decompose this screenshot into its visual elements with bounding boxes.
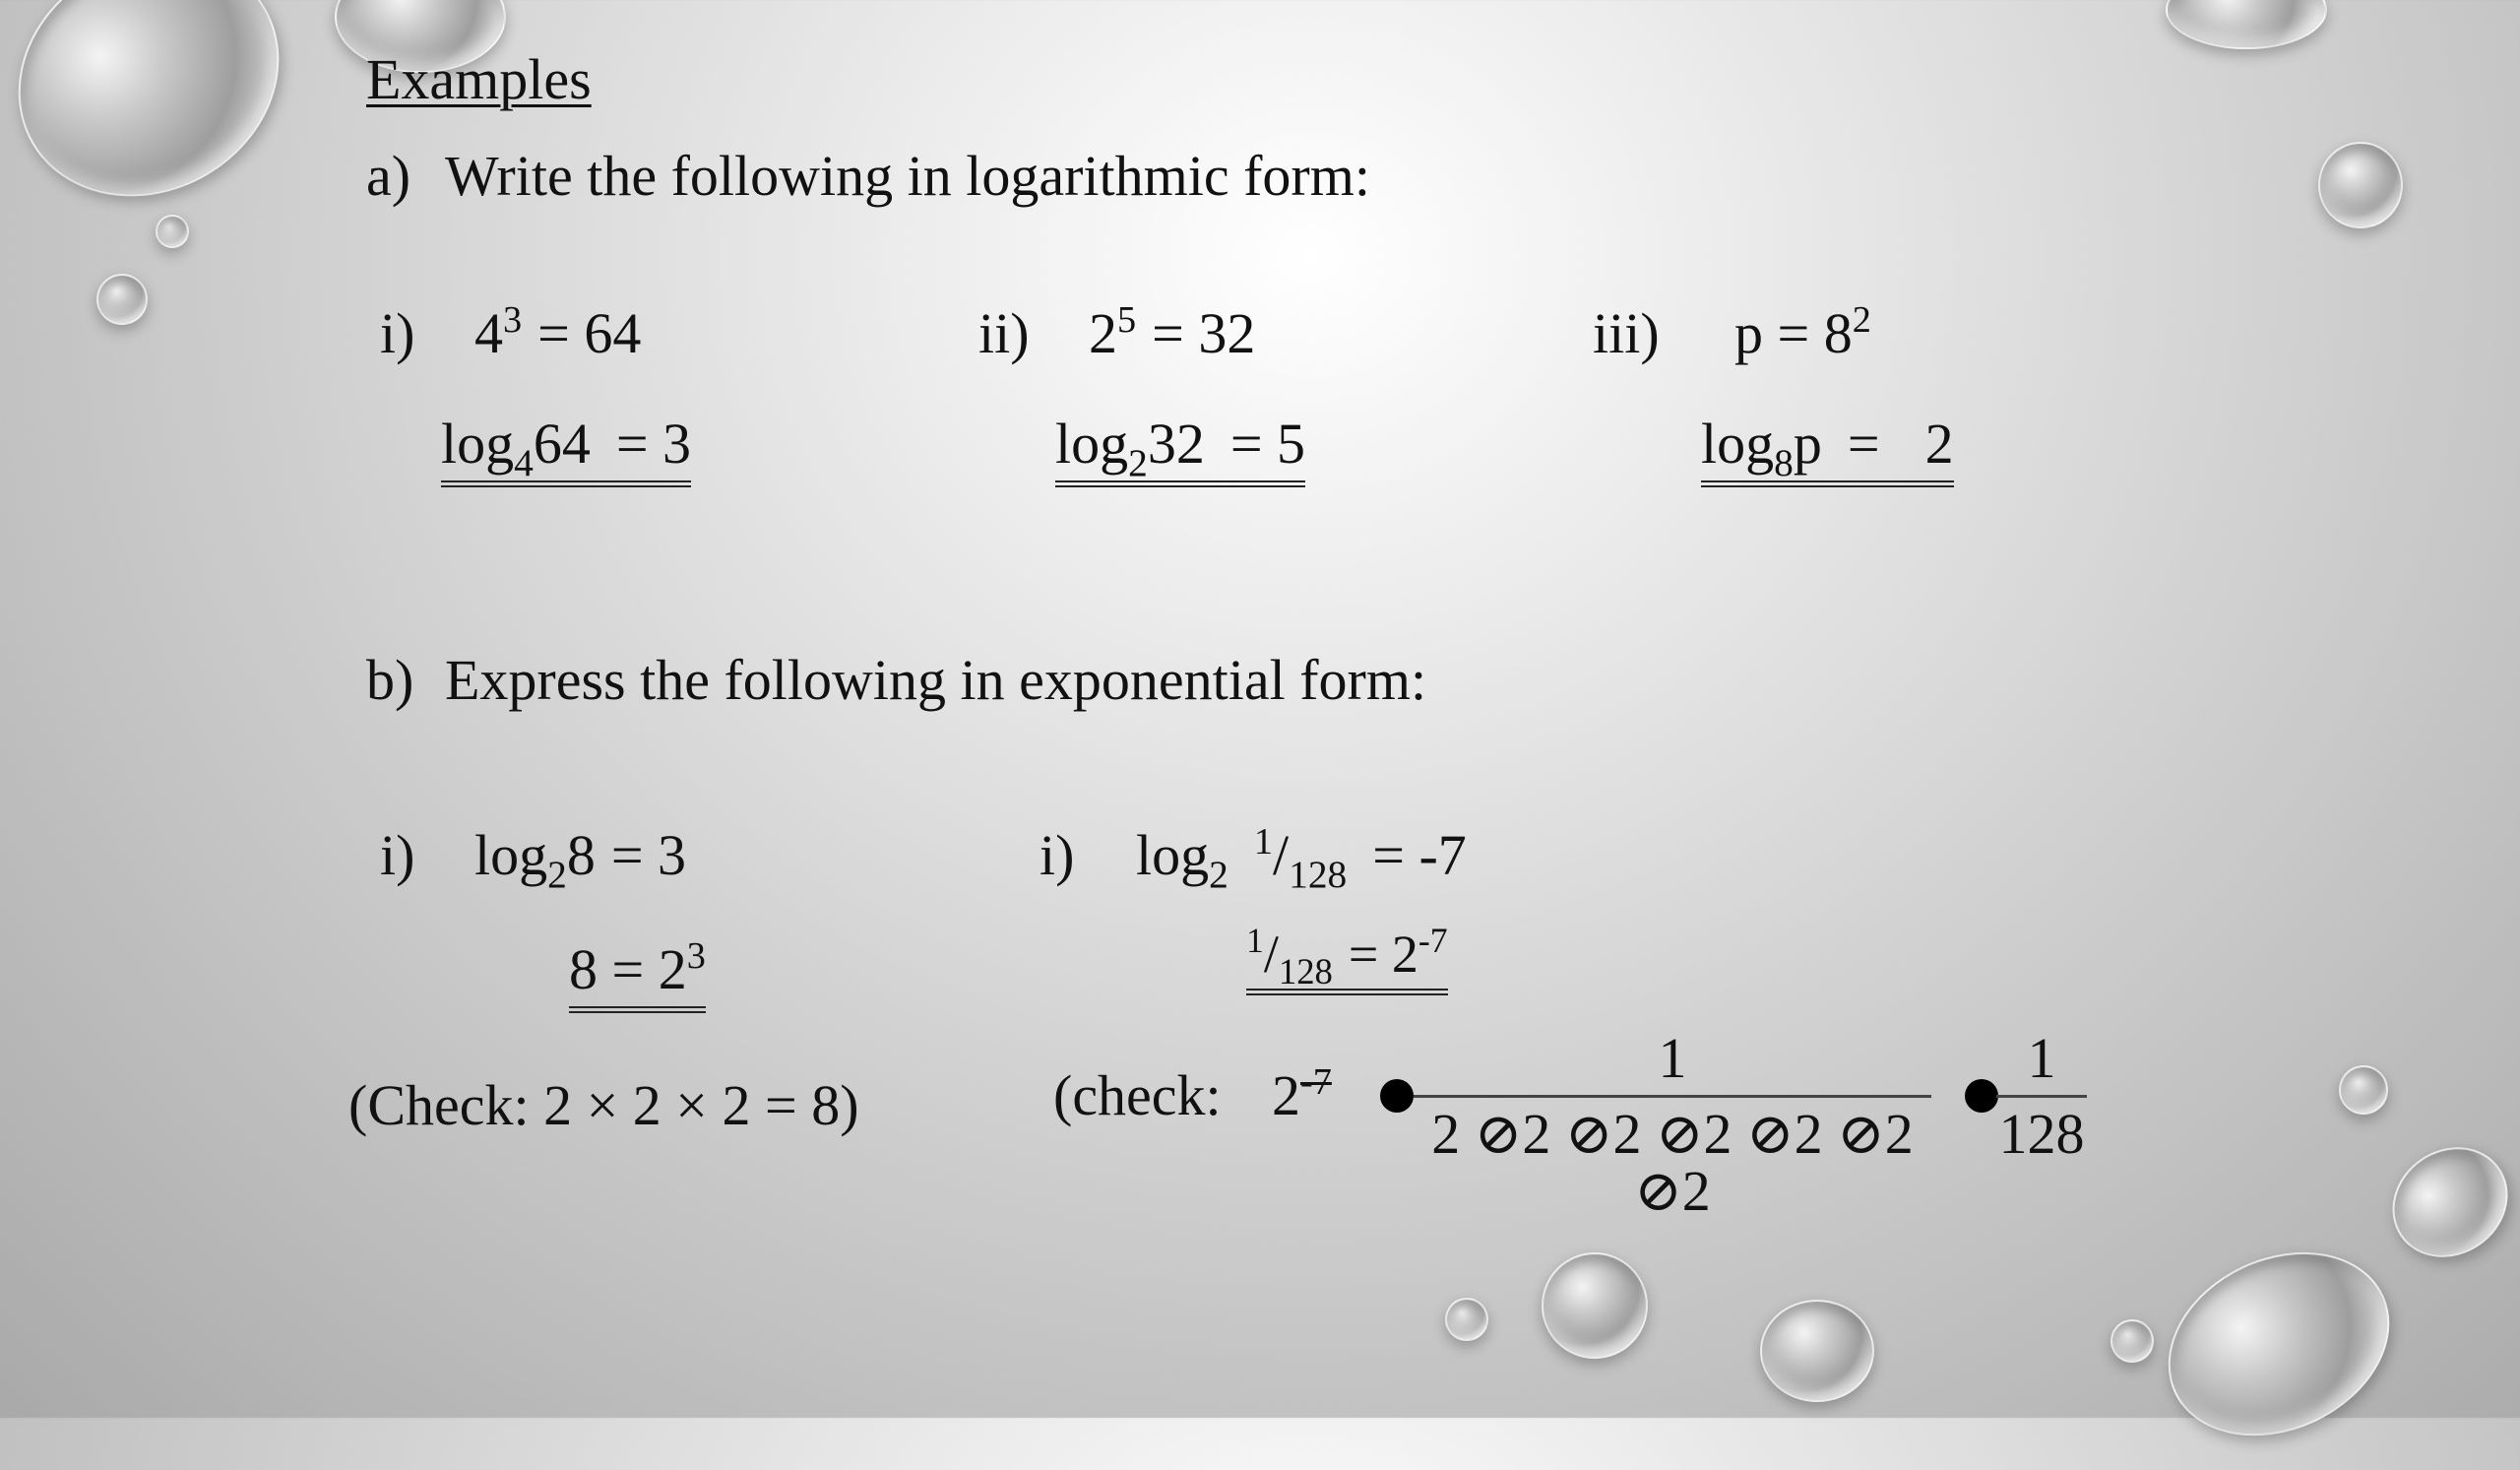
exponent: 5: [1117, 298, 1137, 341]
equals-dot: [1965, 1079, 1998, 1113]
item-number: i): [380, 823, 415, 887]
check-base: 2: [1272, 1063, 1300, 1127]
exponential-equation: [1089, 298, 1256, 365]
log-text: log: [1055, 412, 1129, 476]
rhs: = 64: [537, 301, 642, 365]
log-answer: [441, 412, 692, 487]
log-text: log: [474, 823, 548, 887]
log-rhs: = 5: [1229, 412, 1306, 476]
rhs: = 32: [1152, 301, 1256, 365]
droplet-decoration: [2371, 1125, 2520, 1280]
fraction-slash: /: [1272, 823, 1290, 887]
droplet-decoration: [2138, 1218, 2420, 1470]
log-answer: [1055, 412, 1306, 487]
fraction-slash: /: [1263, 925, 1279, 984]
log-equation: [1136, 820, 1467, 896]
check-label: (check:: [1053, 1063, 1222, 1127]
log-rhs: 2: [1924, 412, 1954, 476]
lhs: p = 8: [1734, 301, 1853, 365]
droplet-decoration: [1542, 1252, 1648, 1359]
item-number: i): [380, 301, 415, 365]
log-base: 2: [1209, 852, 1228, 896]
item-number: iii): [1593, 301, 1660, 365]
fraction-denominator: 128: [1278, 950, 1333, 991]
log-argument: p: [1793, 412, 1822, 476]
log-base: 2: [1128, 440, 1148, 484]
item-number: i): [1040, 823, 1075, 887]
droplet-decoration: [96, 274, 148, 325]
droplet-decoration: [1760, 1300, 1874, 1402]
droplet-decoration: [156, 215, 189, 248]
log-base: 8: [1774, 440, 1794, 484]
log-text: log: [441, 412, 515, 476]
answer-exponent: 3: [686, 934, 706, 977]
check-fraction-result: [1996, 1026, 2087, 1166]
numerator: 1: [1658, 1026, 1687, 1090]
droplet-decoration: [0, 0, 323, 243]
denominator: 128: [1998, 1102, 2085, 1166]
fraction-numerator: 1: [1253, 820, 1273, 863]
check-power: [1272, 1060, 1332, 1127]
droplet-decoration: [2339, 1065, 2388, 1115]
exponential-answer: [569, 934, 706, 1013]
item-number: ii): [978, 301, 1030, 365]
log-rhs: = 3: [610, 823, 687, 887]
log-text: log: [1701, 412, 1775, 476]
equals-dot: [1380, 1079, 1414, 1113]
check-text: (Check: 2 × 2 × 2 = 8): [348, 1073, 859, 1137]
part-b-instruction: Express the following in exponential form:: [445, 648, 1427, 712]
log-base: 4: [514, 440, 534, 484]
log-rhs: = 3: [615, 412, 692, 476]
base: 4: [474, 301, 503, 365]
droplet-decoration: [2166, 0, 2327, 49]
base: 2: [1089, 301, 1117, 365]
numerator: 1: [2027, 1026, 2056, 1090]
fraction-numerator: 1: [1246, 921, 1264, 961]
part-b-label: b): [366, 648, 414, 712]
answer-lhs: 8 = 2: [569, 937, 687, 1001]
fraction-denominator: 128: [1289, 852, 1348, 896]
part-a-label: a): [366, 144, 411, 208]
log-base: 2: [547, 852, 567, 896]
exponential-answer: [1246, 921, 1448, 995]
log-rhs: = -7: [1372, 823, 1467, 887]
droplet-decoration: [2318, 142, 2403, 228]
answer-rhs: = 2: [1348, 925, 1418, 984]
exponent: 3: [503, 298, 523, 341]
log-equation: [474, 823, 687, 896]
answer-exponent: -7: [1418, 921, 1448, 961]
exponent: 2: [1852, 298, 1871, 341]
exponential-equation: [1734, 298, 1871, 365]
denominator: 2 ⊘2 ⊘2 ⊘2 ⊘2 ⊘2 ⊘2: [1431, 1102, 1914, 1223]
exponential-equation: [474, 298, 642, 365]
log-equals: =: [1847, 412, 1880, 476]
page-title: Examples: [366, 47, 592, 111]
droplet-decoration: [2110, 1319, 2154, 1363]
droplet-decoration: [1445, 1298, 1488, 1341]
part-a-instruction: Write the following in logarithmic form:: [445, 144, 1370, 208]
check-exponent: -7: [1300, 1060, 1332, 1103]
log-argument: 64: [533, 412, 591, 476]
log-text: log: [1136, 823, 1210, 887]
log-argument: 32: [1147, 412, 1205, 476]
log-argument: 8: [566, 823, 596, 887]
check-fraction-expanded: [1414, 1026, 1931, 1223]
log-answer: [1701, 412, 1954, 487]
